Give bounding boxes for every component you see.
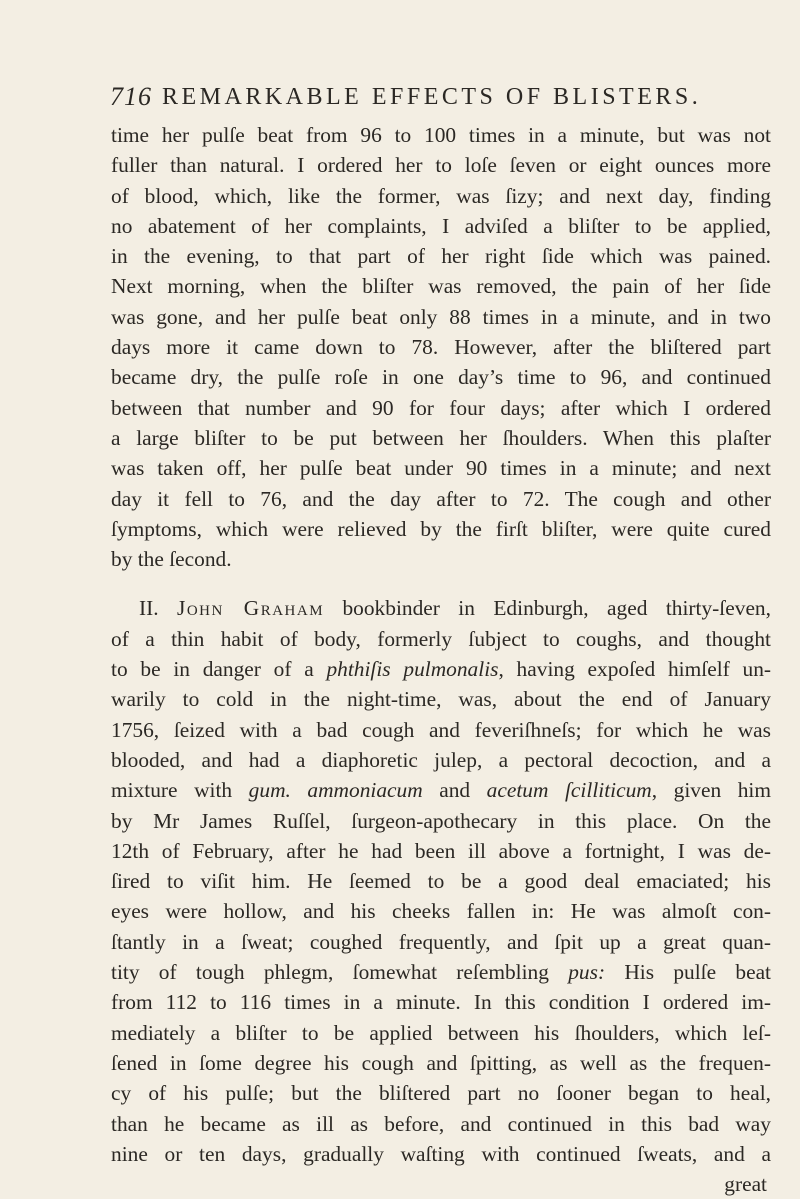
text-run: , having expoſed himſelf un- xyxy=(498,657,772,682)
case-number: II. xyxy=(139,596,178,621)
italic-term: pus: xyxy=(568,960,606,985)
text-line xyxy=(111,957,771,987)
text-line xyxy=(111,654,771,684)
text-run: to be in danger of a xyxy=(111,657,327,682)
text-line: ſtantly in a ſweat; coughed frequently, and ſpit up a great quan- xyxy=(111,929,771,954)
page-number: 716 xyxy=(110,82,152,111)
text-run: His pulſe beat xyxy=(605,960,772,985)
text-line: in the evening, to that part of her right ſide which was pained. xyxy=(111,244,771,269)
patient-name: John Graham xyxy=(177,596,325,621)
body-text xyxy=(111,120,771,1199)
text-line: was taken off, her pulſe beat under 90 times in a minute; and next xyxy=(111,456,771,481)
text-line: ſymptoms, which were relieved by the firſt bliſter, were quite cured xyxy=(111,516,771,541)
text-line: time her pulſe beat from 96 to 100 times in a minute, but was not xyxy=(111,123,771,147)
page-header xyxy=(110,82,770,122)
text-line: by Mr James Ruſſel, ſurgeon-apothecary in this place. On the xyxy=(111,808,771,833)
text-line xyxy=(111,775,771,805)
text-line: day it fell to 76, and the day after to 72. The cough and other xyxy=(111,486,771,511)
running-title: REMARKABLE EFFECTS OF BLISTERS. xyxy=(162,84,702,110)
text-line: Next morning, when the bliſter was removed, the pain of her ſide xyxy=(111,274,771,299)
text-line: than he became as ill as before, and continued in this bad way xyxy=(111,1111,771,1136)
text-line: 12th of February, after he had been ill above a fortnight, I was de- xyxy=(111,838,771,863)
text-line: days more it came down to 78. However, after the bliſtered part xyxy=(111,335,771,360)
text-line: mediately a bliſter to be applied between his ſhoulders, which leſ- xyxy=(111,1020,771,1045)
paragraph-gap xyxy=(111,574,771,593)
italic-term: acetum ſcilliticum xyxy=(486,778,652,803)
text-run: , given him xyxy=(651,778,771,803)
text-run: mixture with xyxy=(111,778,249,803)
paragraph-case-two xyxy=(111,593,771,1169)
text-line xyxy=(111,593,771,623)
text-line: blooded, and had a diaphoretic julep, a pectoral decoction, and a xyxy=(111,747,771,772)
text-line: by the ſecond. xyxy=(111,547,232,572)
text-line: warily to cold in the night-time, was, about the end of January xyxy=(111,687,771,712)
paragraph-case-one-conclusion xyxy=(111,120,771,574)
text-line: was gone, and her pulſe beat only 88 times in a minute, and in two xyxy=(111,304,771,329)
text-line: of blood, which, like the former, was ſizy; and next day, finding xyxy=(111,183,771,208)
text-run: bookbinder in Edinburgh, aged thirty-ſeven, xyxy=(324,596,771,621)
text-line: between that number and 90 for four days; after which I ordered xyxy=(111,395,771,420)
text-run: and xyxy=(422,778,487,803)
text-line: from 112 to 116 times in a minute. In this condition I ordered im- xyxy=(111,990,771,1015)
text-line: no abatement of her complaints, I adviſed a bliſter to be applied, xyxy=(111,213,771,238)
text-line: cy of his pulſe; but the bliſtered part no ſooner began to heal, xyxy=(111,1081,771,1106)
text-line: became dry, the pulſe roſe in one day’s time to 96, and continued xyxy=(111,365,771,390)
text-line: of a thin habit of body, formerly ſubject to coughs, and thought xyxy=(111,626,771,651)
italic-term: phthiſis pulmonalis xyxy=(326,657,499,682)
text-line: a large bliſter to be put between her ſhoulders. When this plaſter xyxy=(111,425,771,450)
text-line: fuller than natural. I ordered her to loſe ſeven or eight ounces more xyxy=(111,153,771,178)
italic-term: gum. ammoniacum xyxy=(248,778,423,803)
text-line: ſened in ſome degree his cough and ſpitting, as well as the frequen- xyxy=(111,1050,771,1075)
text-line: eyes were hollow, and his cheeks fallen in: He was almoſt con- xyxy=(111,899,771,924)
text-run: tity of tough phlegm, ſomewhat reſembling xyxy=(111,960,569,985)
text-line: ſired to viſit him. He ſeemed to be a good deal emaciated; his xyxy=(111,869,771,894)
text-line: nine or ten days, gradually waſting with continued ſweats, and a xyxy=(111,1141,771,1166)
catchword: great xyxy=(724,1172,767,1197)
text-line: 1756, ſeized with a bad cough and feveriſhneſs; for which he was xyxy=(111,717,771,742)
